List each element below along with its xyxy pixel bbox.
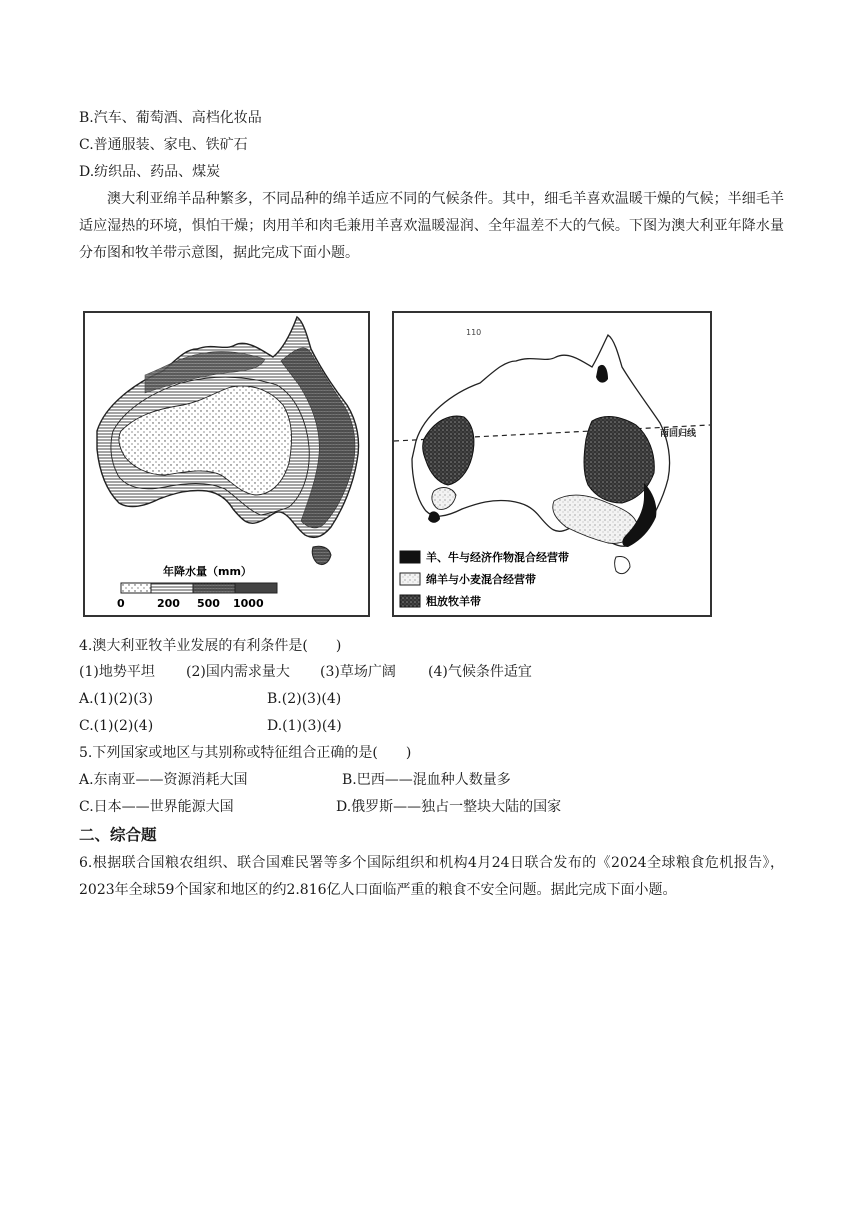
scale-label-200: 200 [157, 597, 180, 610]
option-c-prev: C.普通服装、家电、铁矿石 [79, 137, 248, 153]
q4-condition-4: (4)气候条件适宜 [428, 664, 532, 680]
legend-grazing: 粗放牧羊带 [426, 595, 481, 608]
q5-option-d[interactable]: D.俄罗斯——独占一整块大陆的国家 [336, 799, 562, 815]
q4-stem: 4.澳大利亚牧羊业发展的有利条件是( ) [79, 638, 342, 654]
q4-condition-3: (3)草场广阔 [320, 664, 396, 680]
intro-paragraph: 澳大利亚绵羊品种繁多，不同品种的绵羊适应不同的气候条件。其中，细毛羊喜欢温暖干燥的气候；半细毛羊适应湿热的环境，惧怕干燥；肉用羊和肉毛兼用羊喜欢温暖湿润、全年温差不大的气候。下图为澳大利亚年降水量分布图和牧羊带示意图，据此完成下面小题。 [79, 191, 784, 261]
tropic-label: 南回归线 [660, 429, 697, 439]
tasmania-left [312, 546, 331, 564]
q6-text: 6.根据联合国粮农组织、联合国难民署等多个国际组织和机构4月24日联合发布的《2024全球粮食危机报告》，2023年全球59个国家和地区的约2.816亿人口面临严重的粮食不安全问题。据此完成下面小题。 [79, 855, 784, 898]
q4-option-b[interactable]: B.(2)(3)(4) [267, 691, 342, 707]
precip-legend-title: 年降水量（mm） [163, 565, 252, 578]
q4-condition-2: (2)国内需求量大 [186, 664, 290, 680]
scale-label-0: 0 [117, 597, 125, 610]
sheep-belt-map [392, 311, 712, 617]
q5-option-b[interactable]: B.巴西——混血种人数量多 [342, 772, 511, 788]
map-number-label: 110 [466, 328, 482, 337]
option-b-prev: B.汽车、葡萄酒、高档化妆品 [79, 110, 262, 126]
precipitation-map [83, 311, 370, 617]
sheep-belt-map-graphic [394, 313, 710, 615]
q4-condition-1: (1)地势平坦 [79, 664, 155, 680]
option-d-prev: D.纺织品、药品、煤炭 [79, 164, 221, 180]
scale-label-500: 500 [197, 597, 220, 610]
scale-label-1000: 1000 [233, 597, 264, 610]
sheep-legend [400, 550, 569, 608]
precipitation-map-graphic [85, 313, 368, 615]
q5-option-c[interactable]: C.日本——世界能源大国 [79, 799, 234, 815]
q4-option-a[interactable]: A.(1)(2)(3) [79, 691, 154, 707]
q4-option-c[interactable]: C.(1)(2)(4) [79, 718, 154, 734]
section-heading: 二、综合题 [79, 826, 157, 844]
legend-sheep-wheat: 绵羊与小麦混合经营带 [426, 573, 536, 586]
q5-option-a[interactable]: A.东南亚——资源消耗大国 [79, 772, 248, 788]
legend-mixed-crop: 羊、牛与经济作物混合经营带 [426, 551, 569, 564]
q5-stem: 5.下列国家或地区与其别称或特征组合正确的是( ) [79, 745, 412, 761]
q4-option-d[interactable]: D.(1)(3)(4) [267, 718, 342, 734]
precip-scale-bar [121, 583, 277, 593]
